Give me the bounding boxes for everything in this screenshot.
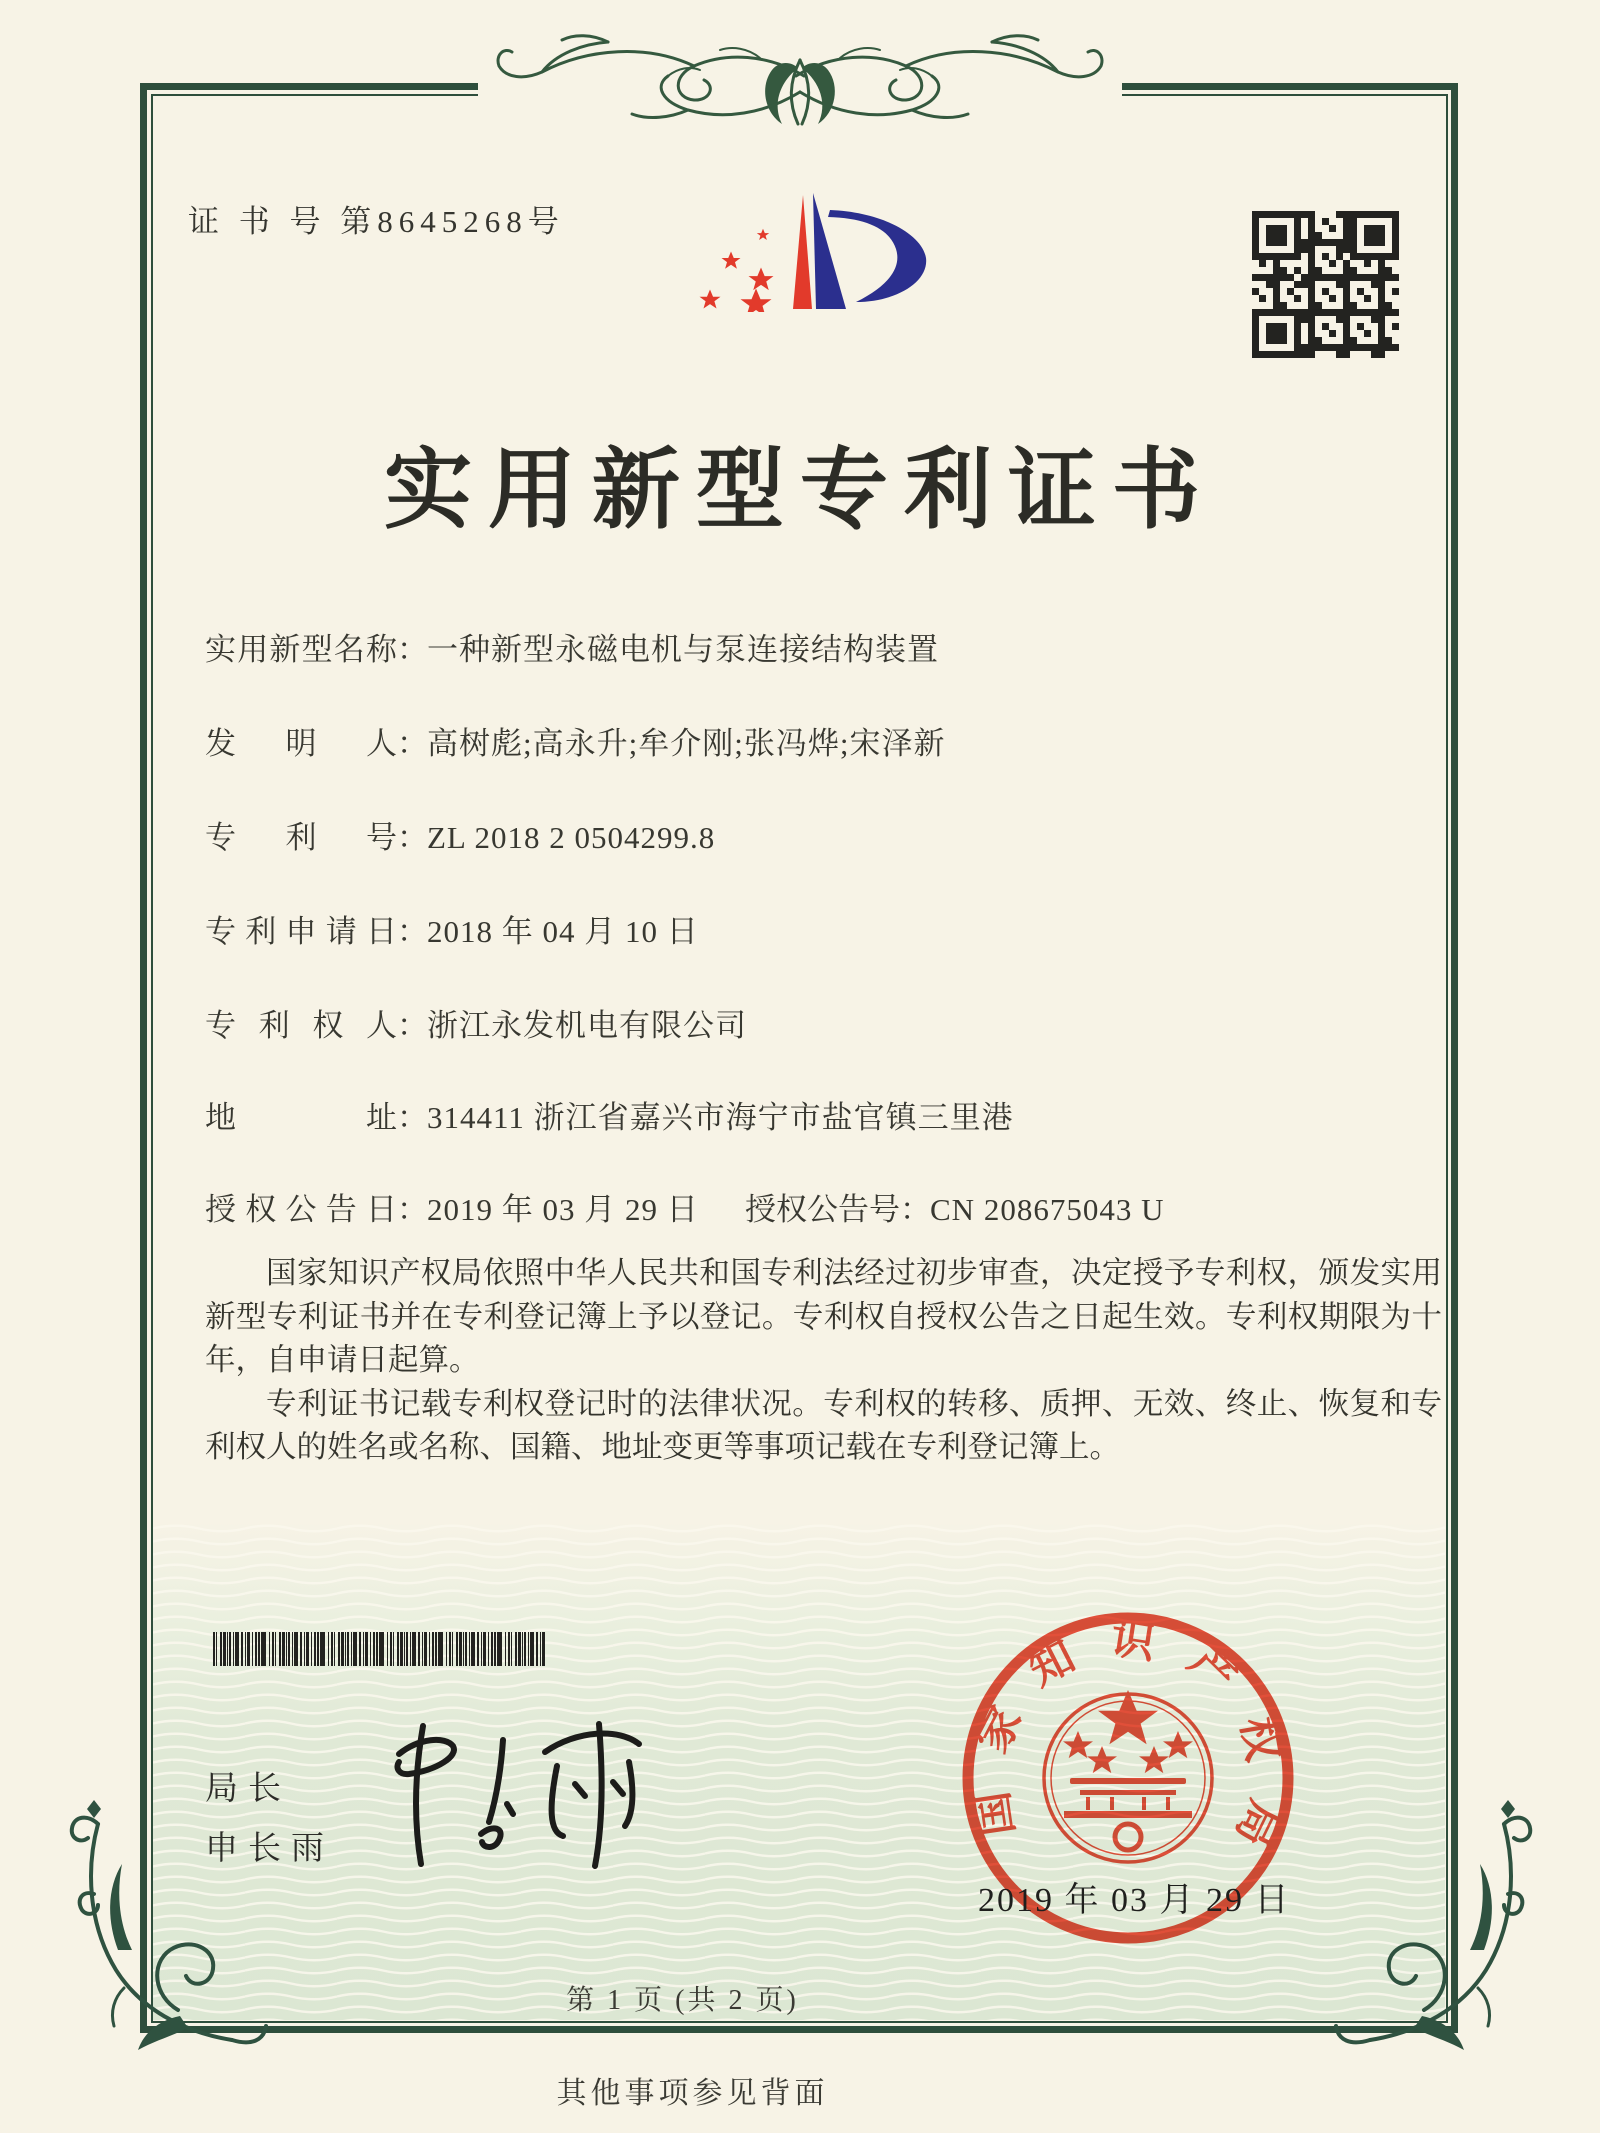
field-label: 地址 [205,1100,397,1135]
field-value: ZL 2018 2 0504299.8 [427,820,716,855]
seal-emblem [1044,1690,1212,1862]
grant-number-value: CN 208675043 U [930,1192,1165,1227]
field-value: 一种新型永磁电机与泵连接结构装置 [427,632,939,667]
field-row-patentee: 专利权人：浙江永发机电有限公司 [205,1000,1445,1045]
grant-date-value: 2019 年 03 月 29 日 [427,1192,699,1227]
seal-date: 2019 年 03 月 29 日 [978,1882,1291,1919]
back-side-note: 其他事项参见背面 [556,2077,829,2110]
page-indicator: 第 1 页 (共 2 页) [566,1985,799,2016]
barcode [213,1632,549,1666]
grant-date-label: 授权公告日 [205,1192,397,1227]
top-flourish-ornament [460,24,1140,136]
grant-number-group: 授权公告号：CN 208675043 U [745,1192,1165,1227]
field-value: 高树彪;高永升;牟介刚;张冯烨;宋泽新 [427,726,946,761]
logo-red-spike [793,195,812,309]
commissioner-title: 局长 [205,1769,291,1806]
logo-blue-spike [813,193,846,309]
field-row-inventors: 发明人：高树彪;高永升;牟介刚;张冯烨;宋泽新 [205,718,1445,763]
field-row-name: 实用新型名称：一种新型永磁电机与泵连接结构装置 [205,624,1445,669]
logo-stars [700,229,774,312]
field-row-patent-number: 专利号：ZL 2018 2 0504299.8 [205,812,1445,857]
commissioner-name: 申长雨 [205,1829,334,1866]
field-label: 专利权人 [205,1008,397,1043]
legal-paragraph-1: 国家知识产权局依照中华人民共和国专利法经过初步审查，决定授予专利权，颁发实用新型专利证书并在专利登记簿上予以登记。专利权自授权公告之日起生效。专利权期限为十年，自申请日起算。 [205,1256,1442,1377]
grant-number-label: 授权公告号 [745,1192,900,1227]
field-label: 实用新型名称 [205,632,397,667]
certificate-number: 证 书 号 第8645268号 [188,204,565,239]
certificate-title: 实用新型专利证书 [383,443,1216,540]
commissioner-signature [385,1712,655,1902]
field-row-grant: 授权公告日：2019 年 03 月 29 日 授权公告号：CN 208675043 U [205,1184,1445,1229]
field-value: 314411 浙江省嘉兴市海宁市盐官镇三里港 [427,1100,1014,1135]
field-row-address: 地址：314411 浙江省嘉兴市海宁市盐官镇三里港 [205,1092,1445,1137]
logo-p-bowl [828,210,926,302]
field-label: 发明人 [205,726,397,761]
svg-text:国家知识产权局 [963,1613,1293,1883]
field-label: 专利申请日 [205,914,397,949]
legal-text-block [205,1252,1442,1470]
qr-code [1252,211,1399,358]
legal-paragraph-2: 专利证书记载专利权登记时的法律状况。专利权的转移、质押、无效、终止、恢复和专利权人的姓名或名称、国籍、地址变更等事项记载在专利登记簿上。 [205,1386,1442,1464]
field-value: 2018 年 04 月 10 日 [427,914,699,949]
field-row-filing-date: 专利申请日：2018 年 04 月 10 日 [205,906,1445,951]
field-label: 专利号 [205,820,397,855]
seal-ring-text: 国家知识产权局 [963,1613,1294,1883]
cnipa-logo [690,134,935,312]
field-value: 浙江永发机电有限公司 [427,1008,747,1043]
corner-ornament-right [1332,1798,1542,2066]
